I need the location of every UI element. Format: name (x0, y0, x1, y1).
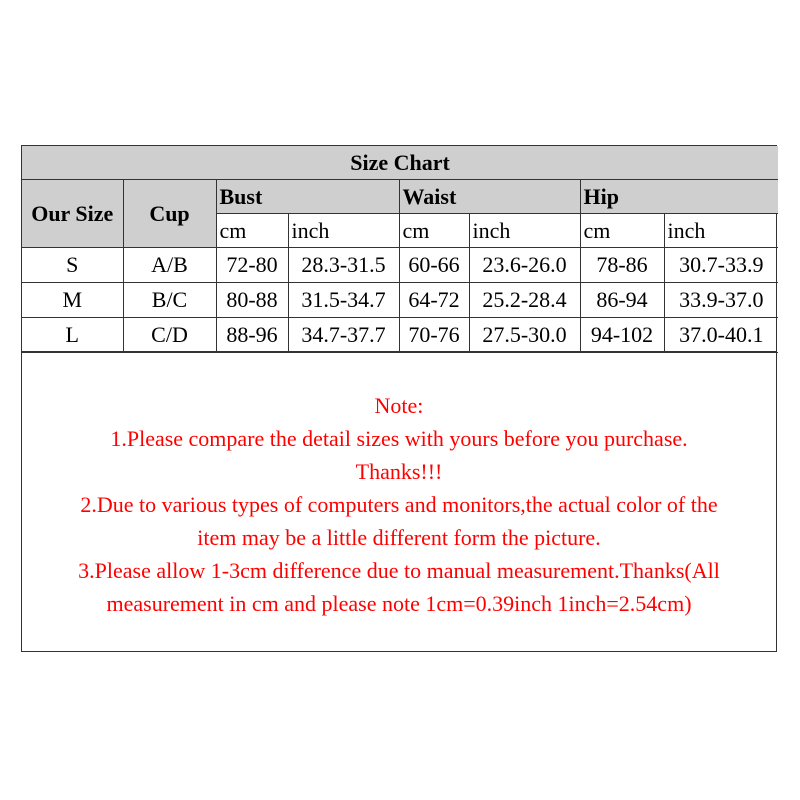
cell-waist-inch: 27.5-30.0 (469, 318, 580, 353)
table-row (22, 248, 778, 283)
cell-cup: C/D (123, 318, 216, 353)
header-waist-inch: inch (469, 214, 580, 248)
header-hip-inch: inch (664, 214, 778, 248)
cell-hip-cm: 78-86 (580, 248, 664, 283)
cell-waist-inch: 23.6-26.0 (469, 248, 580, 283)
header-bust: Bust (216, 180, 399, 214)
notes-section (22, 351, 776, 651)
size-chart (21, 145, 777, 652)
note-heading: Note: (374, 393, 424, 418)
cell-cup: B/C (123, 283, 216, 318)
cell-waist-cm: 70-76 (399, 318, 469, 353)
cell-bust-inch: 34.7-37.7 (288, 318, 399, 353)
cell-hip-inch: 30.7-33.9 (664, 248, 778, 283)
note-line: 2.Due to various types of computers and monitors,the actual color of the (80, 492, 718, 517)
cell-hip-inch: 37.0-40.1 (664, 318, 778, 353)
cell-hip-inch: 33.9-37.0 (664, 283, 778, 318)
cell-size: S (22, 248, 123, 283)
table-row (22, 318, 778, 353)
table-row (22, 283, 778, 318)
cell-waist-cm: 60-66 (399, 248, 469, 283)
table-title: Size Chart (22, 146, 778, 180)
header-waist-cm: cm (399, 214, 469, 248)
cell-bust-inch: 31.5-34.7 (288, 283, 399, 318)
cell-waist-cm: 64-72 (399, 283, 469, 318)
cell-hip-cm: 86-94 (580, 283, 664, 318)
cell-size: L (22, 318, 123, 353)
cell-bust-cm: 88-96 (216, 318, 288, 353)
header-hip-cm: cm (580, 214, 664, 248)
cell-bust-inch: 28.3-31.5 (288, 248, 399, 283)
cell-bust-cm: 80-88 (216, 283, 288, 318)
size-table (22, 146, 778, 353)
header-bust-inch: inch (288, 214, 399, 248)
header-bust-cm: cm (216, 214, 288, 248)
header-our-size: Our Size (22, 180, 123, 248)
note-line: 3.Please allow 1-3cm difference due to manual measurement.Thanks(All (78, 558, 720, 583)
note-line: Thanks!!! (355, 459, 443, 484)
header-cup: Cup (123, 180, 216, 248)
cell-bust-cm: 72-80 (216, 248, 288, 283)
cell-size: M (22, 283, 123, 318)
cell-waist-inch: 25.2-28.4 (469, 283, 580, 318)
note-line: measurement in cm and please note 1cm=0.39inch 1inch=2.54cm) (106, 591, 692, 616)
header-hip: Hip (580, 180, 778, 214)
note-line: 1.Please compare the detail sizes with yours before you purchase. (110, 426, 688, 451)
note-line: item may be a little different form the picture. (197, 525, 601, 550)
cell-cup: A/B (123, 248, 216, 283)
cell-hip-cm: 94-102 (580, 318, 664, 353)
header-waist: Waist (399, 180, 580, 214)
